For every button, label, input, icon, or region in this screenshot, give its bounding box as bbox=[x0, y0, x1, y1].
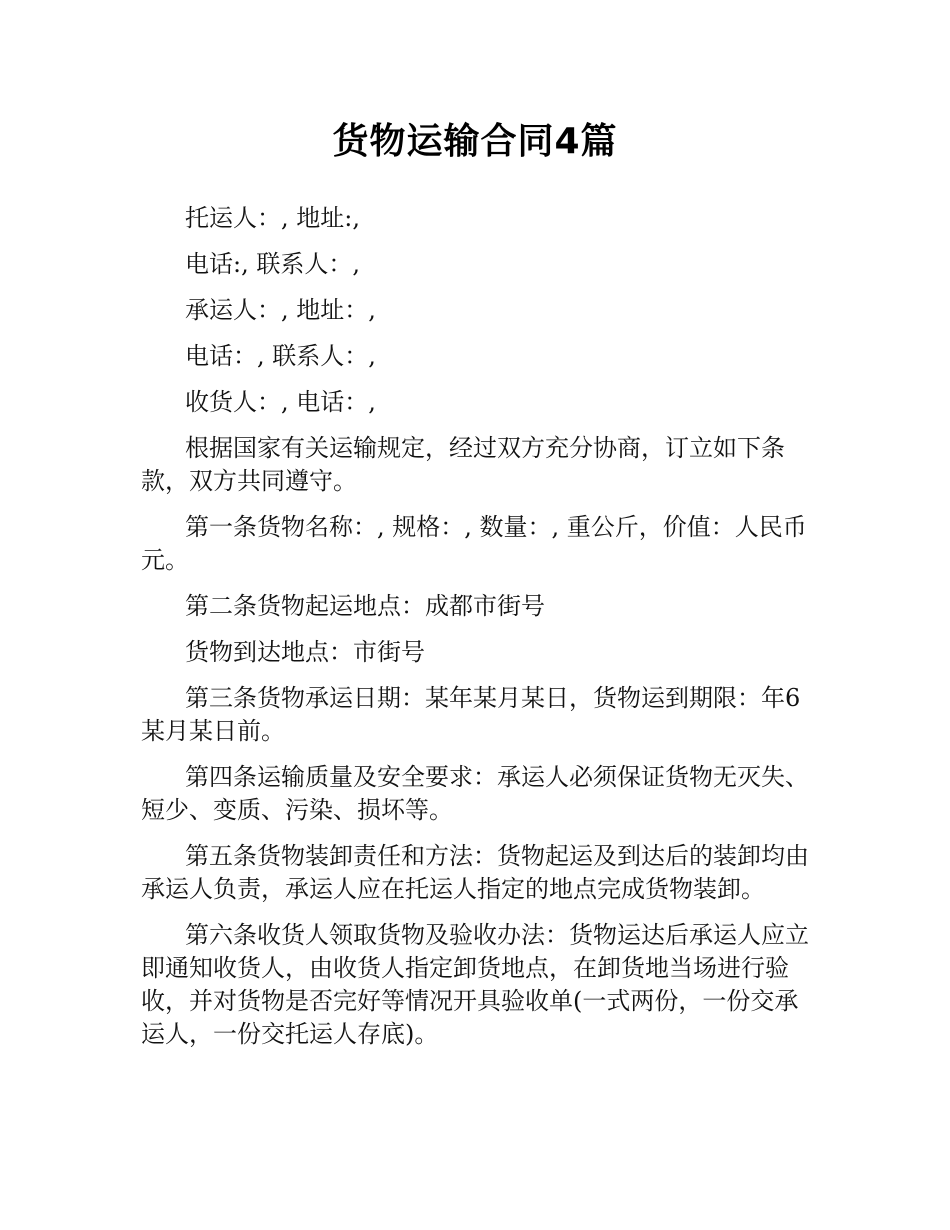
paragraph-article-5: 第五条货物装卸责任和方法：货物起运及到达后的装卸均由承运人负责，承运人应在托运人指定的地点完成货物装卸。 bbox=[141, 842, 809, 903]
document-title: 货物运输合同4篇 bbox=[332, 121, 618, 162]
paragraph-article-4: 第四条运输质量及安全要求：承运人必须保证货物无灭失、短少、变质、污染、损坏等。 bbox=[141, 763, 809, 824]
paragraph-article-6: 第六条收货人领取货物及验收办法：货物运达后承运人应立即通知收货人，由收货人指定卸货地点，在卸货地当场进行验收，并对货物是否完好等情况开具验收单(一式两份，一份交承运人，一份交托运人存底)。 bbox=[141, 921, 809, 1048]
paragraph-destination: 货物到达地点：市街号 bbox=[185, 638, 425, 666]
paragraph-consignee: 收货人：, 电话：, bbox=[185, 388, 376, 416]
document-body bbox=[141, 202, 817, 1064]
paragraph-article-1: 第一条货物名称：, 规格：, 数量：, 重公斤，价值：人民币元。 bbox=[141, 513, 807, 574]
paragraph-consignor-address: 托运人：, 地址:, bbox=[185, 204, 360, 232]
paragraph-article-3: 第三条货物承运日期：某年某月某日，货物运到期限：年6某月某日前。 bbox=[141, 684, 801, 745]
paragraph-carrier-address: 承运人：, 地址：, bbox=[185, 296, 376, 324]
paragraph-carrier-phone: 电话：, 联系人：, bbox=[185, 342, 376, 370]
paragraph-article-2: 第二条货物起运地点：成都市街号 bbox=[185, 592, 545, 620]
paragraph-preamble: 根据国家有关运输规定，经过双方充分协商，订立如下条款，双方共同遵守。 bbox=[141, 434, 785, 495]
paragraph-consignor-phone: 电话:, 联系人：, bbox=[185, 250, 360, 278]
